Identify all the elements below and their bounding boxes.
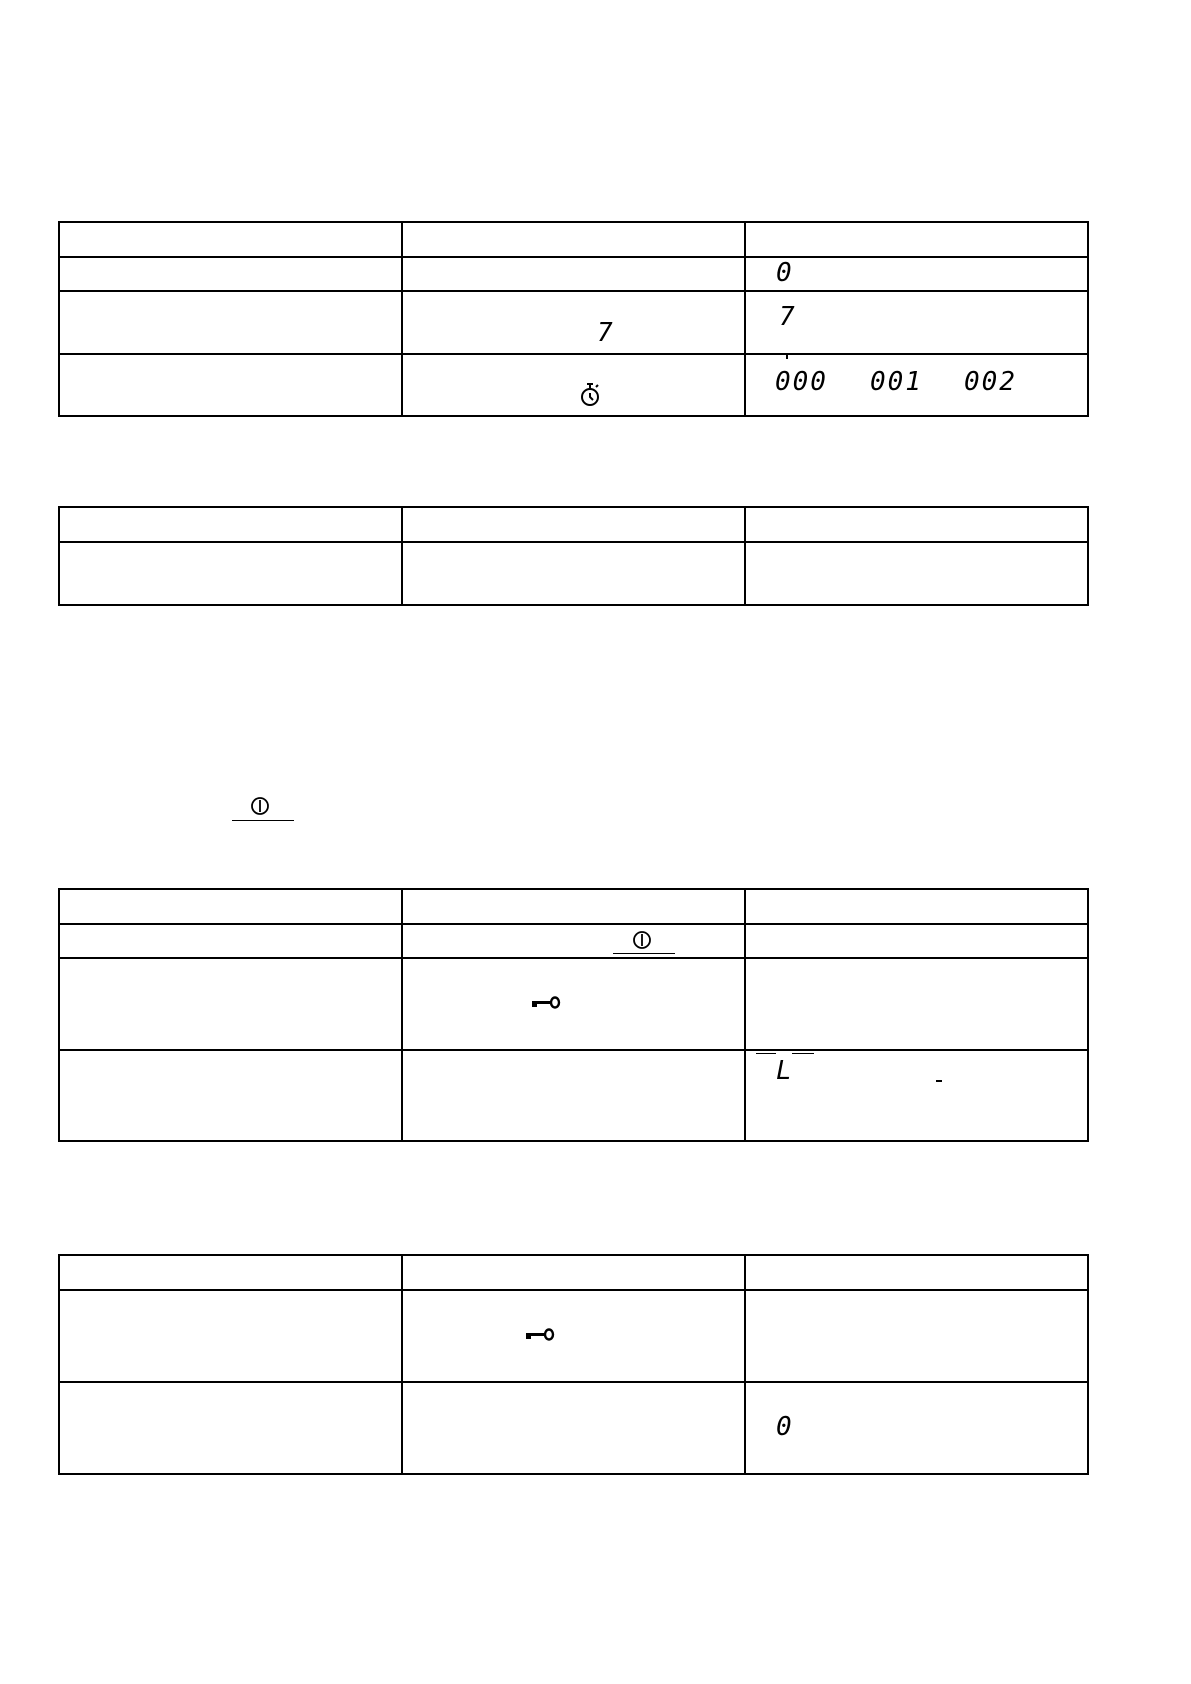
key-lock-icon <box>525 1328 555 1342</box>
display-value: 002 <box>964 367 1017 397</box>
table-3-row-2-cell-3 <box>745 958 1088 1050</box>
power-icon <box>250 796 270 816</box>
table-4-row-2-cell-1 <box>59 1382 402 1474</box>
display-value: 000 <box>775 367 828 397</box>
table-3-row-3-cell-3 <box>745 1050 1088 1141</box>
table-1-row-2-cell-3 <box>745 291 1088 354</box>
table-3-header-cell-2 <box>402 889 745 924</box>
display-digit: 7 <box>779 302 797 332</box>
underline <box>232 820 294 821</box>
table-1-row-1-cell-1 <box>59 257 402 291</box>
table-2-header-cell-2 <box>402 507 745 542</box>
table-1-row-1-cell-2 <box>402 257 745 291</box>
display-digit: 0 <box>776 1412 794 1442</box>
table-4-row-2-cell-2 <box>402 1382 745 1474</box>
display-digit: 0 <box>776 258 794 288</box>
table-2 <box>58 506 1089 606</box>
table-1-header-cell-2 <box>402 222 745 257</box>
table-3-row-3-cell-2 <box>402 1050 745 1141</box>
table-2-row-1-cell-3 <box>745 542 1088 605</box>
table-1-row-3-cell-1 <box>59 354 402 416</box>
table-3-header-cell-3 <box>745 889 1088 924</box>
table-3-row-2-cell-1 <box>59 958 402 1050</box>
table-4 <box>58 1254 1089 1475</box>
table-1-row-2-cell-2 <box>402 291 745 354</box>
table-1 <box>58 221 1089 417</box>
display-tick-mark <box>786 355 788 359</box>
display-dash <box>936 1080 942 1082</box>
table-4-row-1-cell-1 <box>59 1290 402 1382</box>
display-letter: L <box>776 1056 794 1086</box>
display-overline <box>792 1053 814 1054</box>
table-2-header-cell-1 <box>59 507 402 542</box>
table-3-row-1-cell-2 <box>402 924 745 958</box>
table-3-row-2-cell-2 <box>402 958 745 1050</box>
table-1-row-3-cell-2 <box>402 354 745 416</box>
display-value: 001 <box>870 367 923 397</box>
table-3-header-cell-1 <box>59 889 402 924</box>
table-4-header-cell-3 <box>745 1255 1088 1290</box>
display-digit: 7 <box>597 318 615 348</box>
table-2-row-1-cell-2 <box>402 542 745 605</box>
display-overline <box>756 1053 776 1054</box>
timer-icon <box>579 382 601 408</box>
key-lock-icon <box>531 996 561 1010</box>
table-4-header-cell-2 <box>402 1255 745 1290</box>
table-4-header-cell-1 <box>59 1255 402 1290</box>
underline <box>613 953 675 954</box>
table-1-header-cell-3 <box>745 222 1088 257</box>
table-1-row-3-cell-3 <box>745 354 1088 416</box>
table-3-row-3-cell-1 <box>59 1050 402 1141</box>
table-4-row-1-cell-3 <box>745 1290 1088 1382</box>
table-1-row-2-cell-1 <box>59 291 402 354</box>
table-4-row-2-cell-3 <box>745 1382 1088 1474</box>
table-3-row-1-cell-3 <box>745 924 1088 958</box>
table-2-row-1-cell-1 <box>59 542 402 605</box>
table-3-row-1-cell-1 <box>59 924 402 958</box>
table-1-header-cell-1 <box>59 222 402 257</box>
table-1-row-1-cell-3 <box>745 257 1088 291</box>
table-3 <box>58 888 1089 1142</box>
table-2-header-cell-3 <box>745 507 1088 542</box>
table-4-row-1-cell-2 <box>402 1290 745 1382</box>
power-icon <box>632 930 652 950</box>
